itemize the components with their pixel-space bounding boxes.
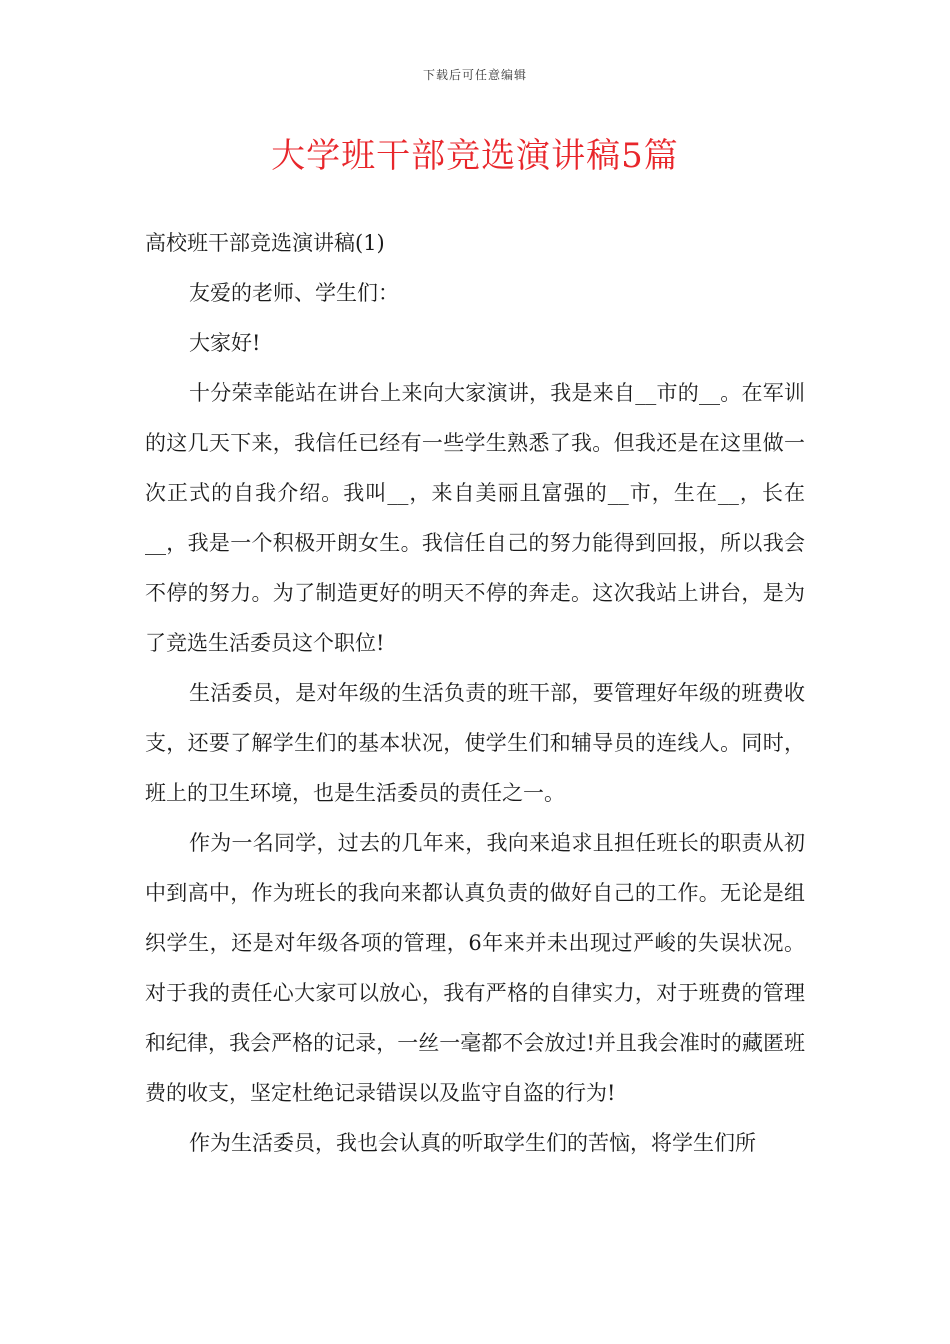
document-body (145, 218, 805, 1168)
paragraph-experience: 作为一名同学，过去的几年来，我向来追求且担任班长的职责从初中到高中，作为班长的我向来都认真负责的做好自己的工作。无论是组织学生，还是对年级各项的管理，6年来并未出现过严峻的失误状况。对于我的责任心大家可以放心，我有严格的自律实力，对于班费的管理和纪律，我会严格的记录，一丝一毫都不会放过!并且我会准时的藏匿班费的收支，坚定杜绝记录错误以及监守自盗的行为! (145, 831, 805, 1105)
document-title: 大学班干部竞选演讲稿5篇 (271, 136, 679, 176)
section-heading: 高校班干部竞选演讲稿(1) (145, 231, 385, 255)
header-note: 下载后可任意编辑 (422, 68, 527, 82)
paragraph-greeting: 友爱的老师、学生们： (189, 281, 399, 305)
paragraph-hello: 大家好! (189, 331, 261, 355)
paragraph-role-description: 生活委员，是对年级的生活负责的班干部，要管理好年级的班费收支，还要了解学生们的基本状况，使学生们和辅导员的连线人。同时，班上的卫生环境，也是生活委员的责任之一。 (145, 681, 805, 805)
paragraph-commitment: 作为生活委员，我也会认真的听取学生们的苦恼，将学生们所 (189, 1131, 756, 1155)
paragraph-introduction: 十分荣幸能站在讲台上来向大家演讲，我是来自__市的__。在军训的这几天下来，我信任已经有一些学生熟悉了我。但我还是在这里做一次正式的自我介绍。我叫__，来自美丽且富强的__市，生在__，长在__，我是一个积极开朗女生。我信任自己的努力能得到回报，所以我会不停的努力。为了制造更好的明天不停的奔走。这次我站上讲台，是为了竞选生活委员这个职位! (145, 381, 805, 655)
